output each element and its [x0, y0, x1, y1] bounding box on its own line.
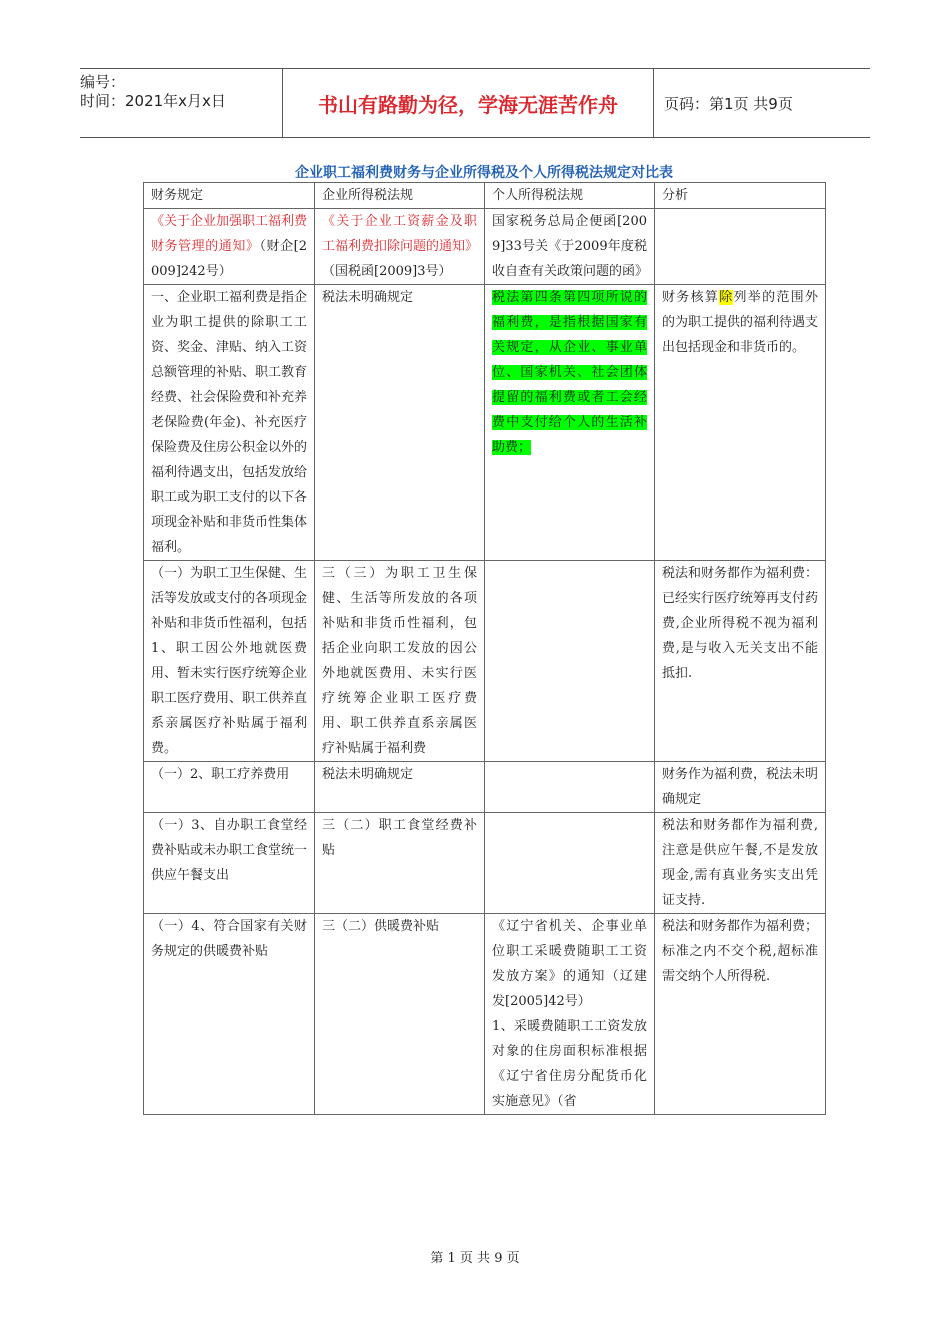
table-row	[144, 813, 826, 914]
source-analysis	[655, 209, 826, 285]
highlighted-text: 税法第四条第四项所说的福利费，是指根据国家有关规定，从企业、事业单位、国家机关、社会团体提留的福利费或者工会经费中支付给个人的生活补助费；	[492, 290, 647, 455]
source-personal: 国家税务总局企便函[2009]33号关《于2009年度税收自查有关政策问题的函》	[485, 209, 655, 285]
analysis-text: 列举的范围外的为职工提供的福利待遇支出包括现金和非货币的。	[662, 290, 819, 355]
document-title: 企业职工福利费财务与企业所得税及个人所得税法规定对比表	[295, 165, 673, 181]
source-finance-ref: （财企[2009]242号）	[151, 239, 307, 279]
comparison-table	[143, 182, 826, 1115]
document-number-label: 编号：	[80, 73, 126, 91]
table-row	[144, 914, 826, 1115]
source-corporate-title: 《关于企业工资薪金及职工福利费扣除问题的通知》	[322, 214, 479, 254]
cell-personal	[485, 914, 655, 1115]
cell-finance: （一）为职工卫生保健、生活等发放或支付的各项现金补贴和非货币性福利，包括1、职工因公外地就医费用、暂未实行医疗统筹企业职工医疗费用、职工供养直系亲属医疗补贴属于福利费。	[144, 561, 315, 762]
cell-personal	[485, 813, 655, 914]
cell-analysis	[655, 561, 826, 762]
header-analysis: 分析	[655, 183, 826, 209]
cell-personal	[485, 762, 655, 813]
cell-personal	[485, 561, 655, 762]
header-left	[80, 69, 282, 141]
personal-line: 《辽宁省机关、企事业单位职工采暖费随职工工资发放方案》的通知（辽建发[2005]42号）	[492, 919, 647, 1009]
header-corporate-tax: 企业所得税法规	[315, 183, 485, 209]
table-row	[144, 285, 826, 561]
cell-finance: 一、企业职工福利费是指企业为职工提供的除职工工资、奖金、津贴、纳入工资总额管理的补贴、职工教育经费、社会保险费和补充养老保险费(年金)、补充医疗保险费及住房公积金以外的福利待遇支出，包括发放给职工或为职工支付的以下各项现金补贴和非货币性集体福利。	[144, 285, 315, 561]
header-finance: 财务规定	[144, 183, 315, 209]
source-corporate	[315, 209, 485, 285]
analysis-line: 税法和财务都作为福利费；	[662, 919, 819, 934]
header-motto: 书山有路勤为径，学海无涯苦作舟	[282, 69, 654, 137]
analysis-line: 标准之内不交个税,超标准需交纳个人所得税.	[662, 944, 818, 984]
personal-line: 1、采暖费随职工工资发放对象的住房面积标准根据《辽宁省住房分配货币化实施意见》（省	[492, 1019, 647, 1109]
page-header	[80, 68, 870, 138]
analysis-line: 税法和财务都作为福利费：	[662, 566, 819, 581]
cell-corporate: 税法未明确规定	[315, 762, 485, 813]
cell-personal	[485, 285, 655, 561]
cell-analysis: 税法和财务都作为福利费,注意是供应午餐,不是发放现金,需有真业务实支出凭证支持.	[655, 813, 826, 914]
source-finance-title: 《关于企业加强职工福利费财务管理的通知》	[151, 214, 308, 254]
page-footer: 第 1 页 共 9 页	[430, 1251, 520, 1266]
cell-corporate: 税法未明确规定	[315, 285, 485, 561]
cell-analysis: 财务作为福利费，税法未明确规定	[655, 762, 826, 813]
cell-corporate: 三（二）职工食堂经费补贴	[315, 813, 485, 914]
document-time-label: 时间：2021年x月x日	[80, 92, 226, 110]
analysis-line: 已经实行医疗统筹再支付药费,企业所得税不视为福利费,是与收入无关支出不能抵扣.	[662, 591, 819, 681]
source-corporate-ref: （国税函[2009]3号）	[322, 264, 452, 279]
table-row	[144, 762, 826, 813]
highlighted-char: 除	[719, 290, 734, 305]
cell-corporate: 三（三）为职工卫生保健、生活等所发放的各项补贴和非货币性福利，包括企业向职工发放的因公外地就医费用、未实行医疗统筹企业职工医疗费用、职工供养直系亲属医疗补贴属于福利费	[315, 561, 485, 762]
table-header-row	[144, 183, 826, 209]
cell-finance: （一）2、职工疗养费用	[144, 762, 315, 813]
cell-finance: （一）3、自办职工食堂经费补贴或未办职工食堂统一供应午餐支出	[144, 813, 315, 914]
analysis-text: 财务核算	[662, 290, 720, 305]
source-finance	[144, 209, 315, 285]
table-row	[144, 561, 826, 762]
header-page-number: 页码：第1页 共9页	[664, 94, 793, 113]
cell-analysis	[655, 285, 826, 561]
cell-analysis	[655, 914, 826, 1115]
cell-corporate: 三（二）供暖费补贴	[315, 914, 485, 1115]
table-row-sources	[144, 209, 826, 285]
cell-finance: （一）4、符合国家有关财务规定的供暖费补贴	[144, 914, 315, 1115]
header-personal-tax: 个人所得税法规	[485, 183, 655, 209]
